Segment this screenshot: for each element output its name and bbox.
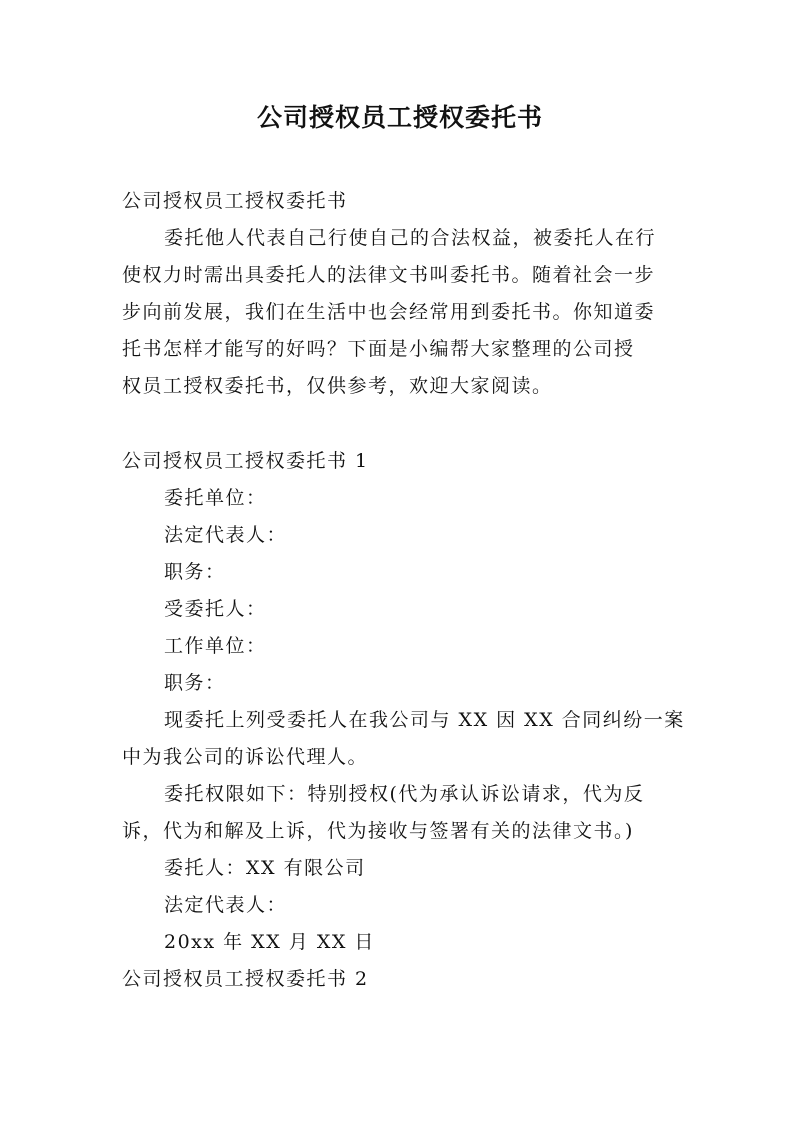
field-trustee: 受委托人：	[164, 598, 267, 620]
paragraph-gap	[122, 405, 684, 443]
intro-line-2: 使权力时需出具委托人的法律文书叫委托书。随着社会一步	[122, 264, 656, 286]
section-1-heading: 公司授权员工授权委托书 1	[122, 450, 369, 472]
signature-principal: 委托人：XX 有限公司	[164, 857, 366, 879]
signature-date: 20xx 年 XX 月 XX 日	[164, 931, 375, 953]
authority-line-1: 委托权限如下：特别授权(代为承认诉讼请求，代为反	[164, 783, 645, 805]
field-position-2: 职务：	[164, 672, 226, 694]
section-2-heading: 公司授权员工授权委托书 2	[122, 968, 369, 990]
entrust-line-1: 现委托上列受委托人在我公司与 XX 因 XX 合同纠纷一案	[164, 709, 685, 731]
field-entrust-unit: 委托单位：	[164, 487, 267, 509]
intro-heading: 公司授权员工授权委托书	[122, 190, 348, 212]
document-title: 公司授权员工授权委托书	[256, 103, 543, 132]
signature-legal-rep: 法定代表人：	[164, 894, 288, 916]
intro-line-4: 托书怎样才能写的好吗？下面是小编帮大家整理的公司授	[122, 338, 635, 360]
intro-line-1: 委托他人代表自己行使自己的合法权益，被委托人在行	[164, 227, 657, 249]
field-legal-rep: 法定代表人：	[164, 524, 288, 546]
entrust-line-2: 中为我公司的诉讼代理人。	[122, 746, 369, 768]
field-work-unit: 工作单位：	[164, 635, 267, 657]
intro-line-5: 权员工授权委托书，仅供参考，欢迎大家阅读。	[122, 375, 553, 397]
field-position: 职务：	[164, 561, 226, 583]
intro-line-3: 步向前发展，我们在生活中也会经常用到委托书。你知道委	[122, 301, 656, 323]
authority-line-2: 诉，代为和解及上诉，代为接收与签署有关的法律文书。)	[122, 820, 634, 842]
document-body	[122, 183, 684, 998]
